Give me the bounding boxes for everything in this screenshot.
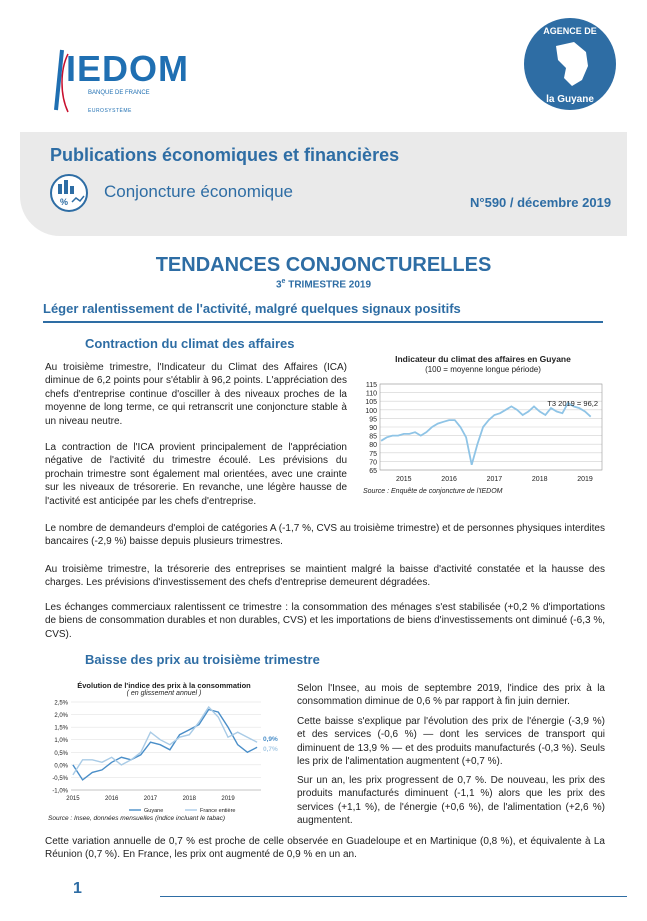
y-tick-label: 105 bbox=[365, 399, 377, 407]
y-tick-label: 75 bbox=[369, 450, 377, 458]
paragraph: Les échanges commerciaux ralentissent ce trimestre : la consommation des ménages s'est stabilisée (+0,2 % d'importations de biens de consommation durables et non durables, CVS) et les importations de biens d'investissements ont diminué (-6,3 %, CVS). bbox=[45, 602, 605, 640]
section-title-business-climate: Contraction du climat des affaires bbox=[85, 336, 295, 351]
paragraph: Au troisième trimestre, la trésorerie des entreprises se maintient malgré la baisse d'activité constatée et la hausse des charges. Les prévisions d'investissement des chefs d'entreprise demeurent dégradées. bbox=[45, 564, 605, 589]
paragraph: Sur un an, les prix progressent de 0,7 %. De nouveau, les prix des produits manufacturés diminuent (-1,1 %) alors que les prix des services (+1,1 %), de l'énergie (+0,6 %), de l'alimentation (+2,6 %) augmentent. bbox=[297, 775, 605, 827]
x-tick-label: 2019 bbox=[221, 796, 235, 802]
iedom-logo-text: IEDOM bbox=[66, 48, 190, 89]
x-tick-label: 2016 bbox=[441, 476, 457, 483]
series-line-ica bbox=[381, 403, 591, 465]
end-label: 0,7% bbox=[263, 746, 278, 754]
y-tick-label: 80 bbox=[369, 442, 377, 450]
business-climate-chart bbox=[358, 354, 608, 502]
series-title: Conjoncture économique bbox=[104, 182, 294, 201]
y-tick-label: -1,0% bbox=[52, 788, 68, 795]
agency-guyane-badge bbox=[522, 16, 618, 112]
chart-title: Indicateur du climat des affaires en Guyane bbox=[395, 354, 571, 364]
end-label: 0,9% bbox=[263, 735, 278, 743]
logo-subtitle: BANQUE DE FRANCE bbox=[88, 90, 150, 96]
legend-label: Guyane bbox=[144, 808, 164, 814]
y-tick-label: 85 bbox=[369, 433, 377, 441]
y-tick-label: 70 bbox=[369, 459, 377, 467]
x-tick-label: 2015 bbox=[395, 476, 412, 483]
x-tick-label: 2016 bbox=[105, 796, 119, 802]
headline: Léger ralentissement de l'activité, malgré quelques signaux positifs bbox=[43, 301, 461, 316]
paragraph: La contraction de l'ICA provient principalement de l'appréciation négative de l'activité du trimestre écoulé. Les prévisions du prochain trimestre sont également mal orientées, avec une crainte sur les niveaux de trésorerie. En revanche, une légère hausse de l'activité est anticipée par les chefs d'entreprise. bbox=[45, 442, 347, 507]
paragraph: Selon l'Insee, au mois de septembre 2019, l'indice des prix à la consommation diminue de 0,6 % par rapport à fin juin dernier. bbox=[297, 683, 605, 708]
y-tick-label: 95 bbox=[369, 416, 377, 424]
section-title-prices: Baisse des prix au troisième trimestre bbox=[85, 652, 320, 667]
x-tick-label: 2015 bbox=[66, 796, 80, 802]
y-tick-label: 2,5% bbox=[54, 700, 68, 707]
x-tick-label: 2017 bbox=[143, 796, 158, 802]
x-tick-label: 2017 bbox=[486, 476, 503, 483]
y-tick-label: 0,5% bbox=[54, 750, 68, 757]
x-tick-label: 2018 bbox=[182, 796, 196, 802]
quarter-subtitle: 3e TRIMESTRE 2019 bbox=[275, 278, 372, 291]
paragraph: Le nombre de demandeurs d'emploi de catégories A (-1,7 %, CVS au troisième trimestre) et de personnes physiques interdites bancaires (-2,9 %) baisse depuis plusieurs trimestres. bbox=[45, 523, 605, 548]
series-line-guyane bbox=[73, 710, 257, 780]
y-tick-label: 0,0% bbox=[54, 763, 68, 770]
paragraph: Au troisième trimestre, l'Indicateur du Climat des Affaires (ICA) diminue de 6,2 points pour s'établir à 96,2 points. L'appréciation des chefs d'entreprise continue d'osciller à des niveaux proches de la moyenne de long terme, ce qui retranscrit une conjoncture stable à un niveau neutre. bbox=[45, 362, 347, 427]
y-tick-label: -0,5% bbox=[52, 775, 68, 782]
x-tick-label: 2019 bbox=[577, 476, 593, 483]
logo-subtitle-2: EUROSYSTÈME bbox=[88, 108, 132, 114]
y-tick-label: 90 bbox=[369, 425, 377, 432]
y-tick-label: 65 bbox=[369, 468, 377, 475]
y-tick-label: 110 bbox=[365, 390, 377, 398]
annotation-label: T3 2019 = 96,2 bbox=[547, 398, 598, 408]
footer-divider bbox=[160, 896, 627, 897]
paragraph: Cette variation annuelle de 0,7 % est proche de celle observée en Guadeloupe et en Martinique (0,8 %), et équivalente à La Réunion (0,7 %). En France, les prix ont augmenté de 0,9 % en un an. bbox=[45, 836, 605, 861]
page-number: 1 bbox=[73, 880, 82, 897]
legend-label: France entière bbox=[200, 808, 236, 814]
y-tick-label: 115 bbox=[365, 382, 377, 389]
chart-source: Source : Enquête de conjoncture de l'IEDOM bbox=[363, 488, 503, 495]
y-tick-label: 2,0% bbox=[54, 713, 68, 720]
y-tick-label: 100 bbox=[365, 407, 377, 415]
economy-chart-icon bbox=[48, 172, 90, 212]
chart-source: Source : Insee, données mensuelles (indice incluant le tabac) bbox=[48, 815, 226, 822]
x-tick-label: 2018 bbox=[531, 476, 548, 483]
issue-number: N°590 / décembre 2019 bbox=[470, 195, 612, 210]
paragraph: Cette baisse s'explique par l'évolution des prix de l'énergie (-3,9 %) et des services (-0,6 %) — dont les services de transport qui diminuent de 13,9 % — et des produits manufacturés (-0,3 %). Seuls les prix de l'alimentation augmentent (+0,7 %). bbox=[297, 716, 605, 768]
chart-subtitle: ( en glissement annuel ) bbox=[126, 690, 202, 697]
chart-title: Évolution de l'indice des prix à la consommation bbox=[77, 681, 251, 690]
publication-title: Publications économiques et financières bbox=[50, 145, 400, 165]
agency-bottom-label: la Guyane bbox=[546, 94, 594, 105]
cpi-chart bbox=[43, 678, 285, 826]
agency-top-label: AGENCE DE bbox=[543, 26, 597, 36]
main-title: TENDANCES CONJONCTURELLES bbox=[155, 254, 492, 276]
svg-text:%: % bbox=[60, 197, 69, 207]
chart-subtitle: (100 = moyenne longue période) bbox=[425, 365, 541, 374]
headline-divider bbox=[43, 321, 603, 323]
y-tick-label: 1,5% bbox=[54, 725, 68, 732]
y-tick-label: 1,0% bbox=[54, 738, 68, 745]
